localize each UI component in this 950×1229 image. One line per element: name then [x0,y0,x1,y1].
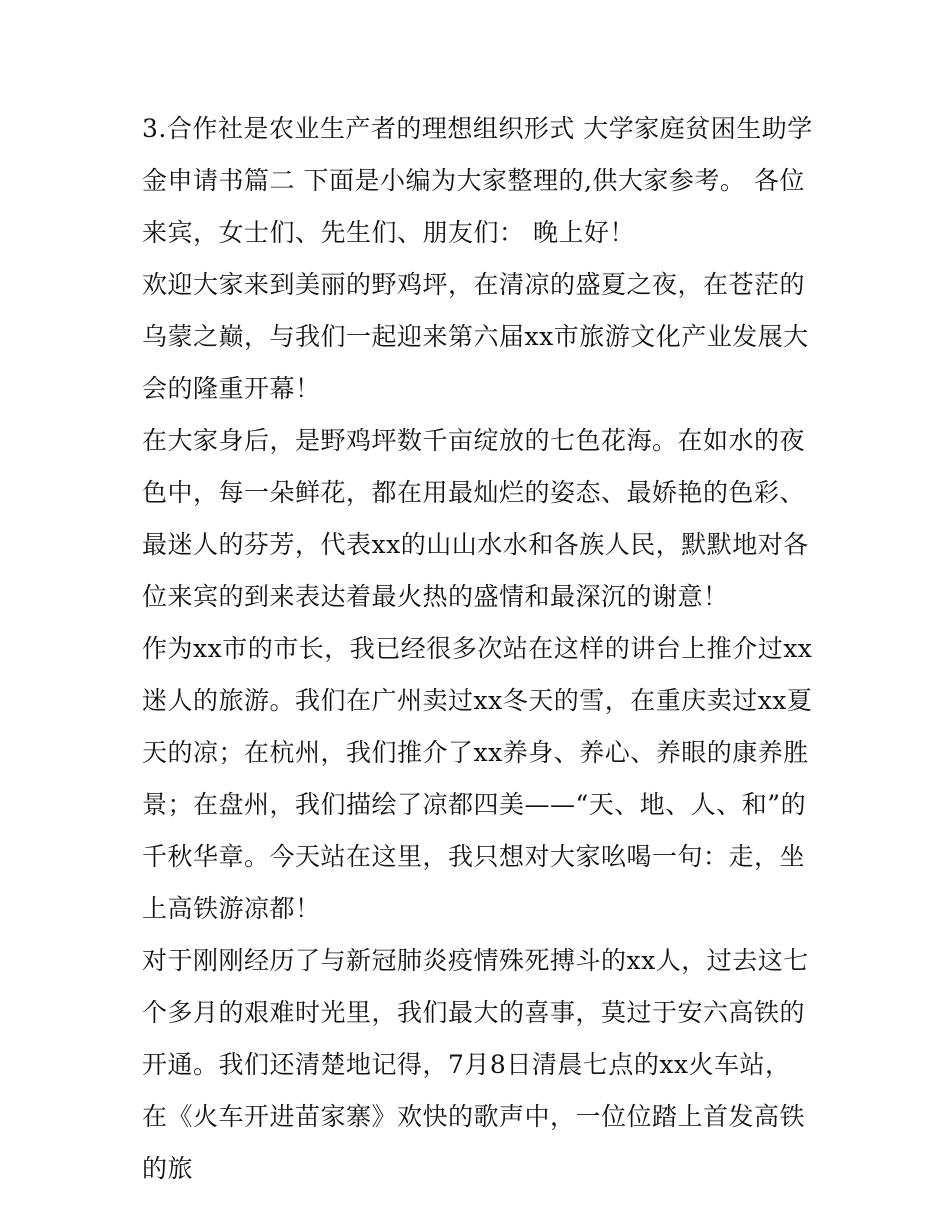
paragraph-3: 在大家身后，是野鸡坪数千亩绽放的七色花海。在如水的夜色中，每一朵鲜花，都在用最灿烂的姿态、最娇艳的色彩、最迷人的芬芳，代表xx的山山水水和各族人民，默默地对各位来宾的到来表达着最火热的盛情和最深沉的谢意！ [142,426,809,611]
paragraph-1: 3.合作社是农业生产者的理想组织形式 大学家庭贫困生助学金申请书篇二 下面是小编为大家整理的,供大家参考。 各位来宾，女士们、先生们、朋友们： 晚上好！ [142,114,813,247]
paragraph-2: 欢迎大家来到美丽的野鸡坪，在清凉的盛夏之夜，在苍茫的乌蒙之巅，与我们一起迎来第六届xx市旅游文化产业发展大会的隆重开幕！ [142,270,809,403]
paragraph-5: 对于刚刚经历了与新冠肺炎疫情殊死搏斗的xx人，过去这七个多月的艰难时光里，我们最大的喜事，莫过于安六高铁的开通。我们还清楚地记得，7月8日清晨七点的xx火车站，在《火车开进苗家寨》欢快的歌声中，一位位踏上首发高铁的旅 [142,946,809,1183]
paragraph-4: 作为xx市的市长，我已经很多次站在这样的讲台上推介过xx迷人的旅游。我们在广州卖过xx冬天的雪，在重庆卖过xx夏天的凉；在杭州，我们推介了xx养身、养心、养眼的康养胜景；在盘州，我们描绘了凉都四美——“天、地、人、和”的千秋华章。今天站在这里，我只想对大家吆喝一句：走，坐上高铁游凉都！ [142,634,813,923]
document-body [142,103,814,1195]
